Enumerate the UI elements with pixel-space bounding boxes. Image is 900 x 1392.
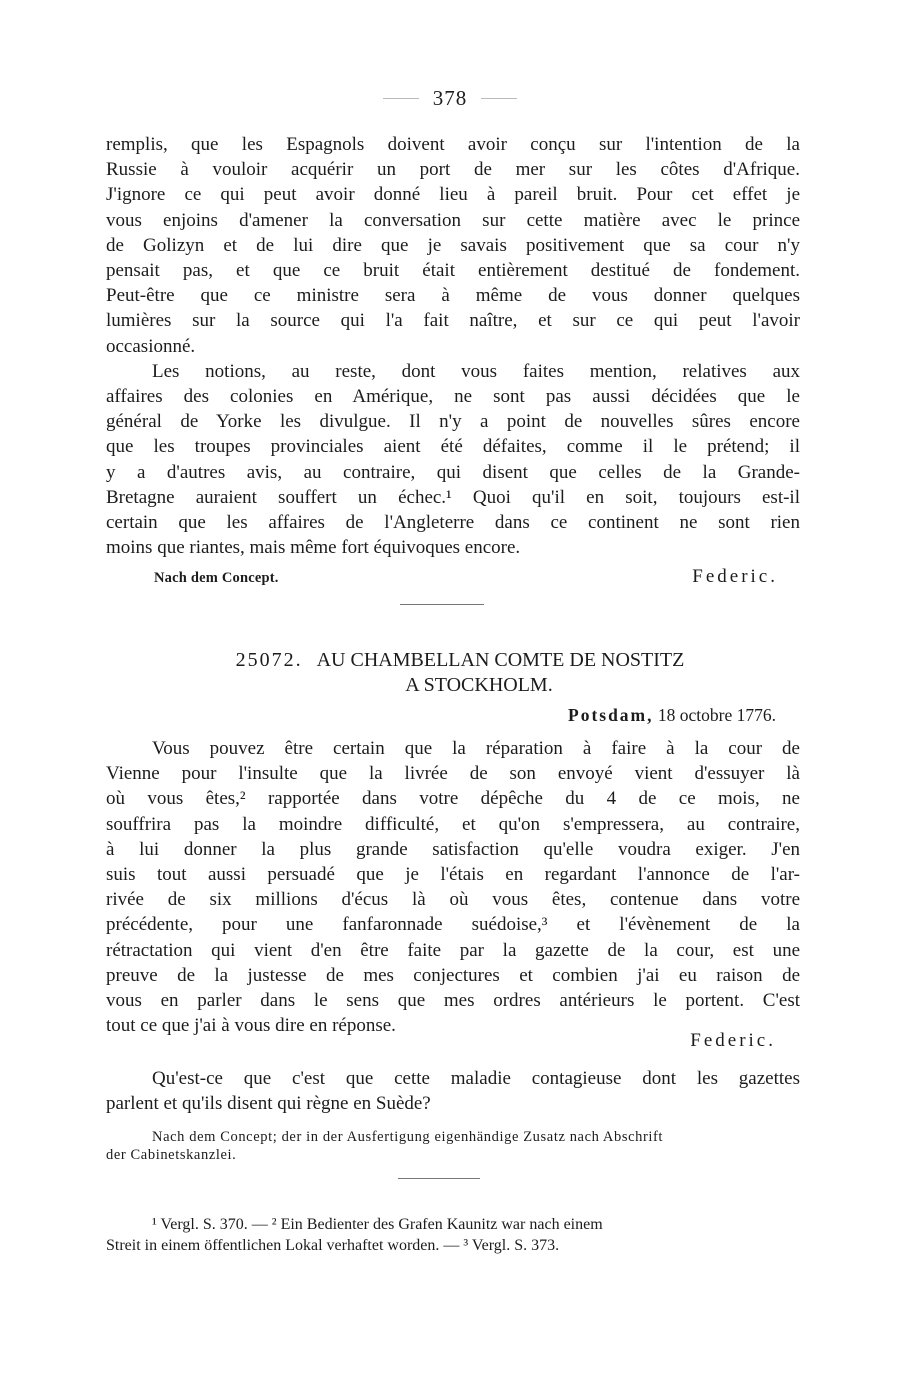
text-line: Les notions, au reste, dont vous faites mention, relatives aux — [152, 360, 800, 382]
letter-title-line2: A STOCKHOLM. — [405, 674, 553, 696]
text-line: rétractation qui vient d'en être faite par la gazette de la cour, est une — [106, 939, 800, 961]
dateline — [568, 705, 776, 726]
section-divider — [400, 604, 484, 605]
text-line: y a d'autres avis, au contraire, qui disent que celles de la Grande- — [106, 461, 800, 483]
text-line: vous en parler dans le sens que mes ordres antérieurs le portent. C'est — [106, 990, 800, 1012]
dateline-date: 18 octobre 1776. — [657, 705, 776, 725]
letter2-heading — [180, 648, 740, 698]
text-line: à lui donner la plus grande satisfaction qu'elle voudra exiger. J'en — [106, 838, 800, 860]
signature: Federic. — [692, 566, 778, 587]
text-line: où vous êtes,² rapportée dans votre dépêche du 4 de ce mois, ne — [106, 788, 800, 810]
source-note-line: der Cabinetskanzlei. — [106, 1147, 237, 1163]
text-line: suis tout aussi persuadé que je l'étais en regardant l'annonce de l'ar- — [106, 864, 800, 886]
footnotes — [106, 1214, 800, 1256]
letter2-body — [106, 736, 800, 1038]
letter2-source-note — [106, 1128, 800, 1164]
text-line: de Golizyn et de lui dire que je savais positivement que sa cour n'y — [106, 234, 800, 256]
text-line: lumières sur la source qui l'a fait naître, et sur ce qui peut l'avoir — [106, 310, 800, 332]
text-line: preuve de la justesse de mes conjectures et combien j'ai eu raison de — [106, 964, 800, 986]
header-rule-left — [383, 98, 419, 99]
source-note-line: Nach dem Concept; der in der Ausfertigung eigenhändige Zusatz nach Abschrift — [152, 1129, 664, 1145]
text-line: Russie à vouloir acquérir un port de mer sur les côtes d'Afrique. — [106, 159, 800, 181]
letter1-body — [106, 132, 800, 560]
footnote-line: ¹ Vergl. S. 370. — ² Ein Bedienter des Grafen Kaunitz war nach einem — [152, 1216, 603, 1233]
text-line: remplis, que les Espagnols doivent avoir conçu sur l'intention de la — [106, 134, 800, 155]
page-header — [0, 86, 900, 111]
dateline-place: Potsdam, — [568, 705, 654, 725]
footnote-divider — [398, 1178, 480, 1179]
letter-title-line1 — [180, 648, 740, 673]
text-line: Qu'est-ce que c'est que cette maladie contagieuse dont les gazettes — [152, 1068, 800, 1089]
text-line: occasionné. — [106, 335, 196, 357]
text-line: Vous pouvez être certain que la réparation à faire à la cour de — [152, 738, 800, 759]
text-line: Vienne pour l'insulte que la livrée de son envoyé vient d'essuyer là — [106, 763, 800, 785]
text-line: pensait pas, et que ce bruit était entièrement destitué de fondement. — [106, 260, 800, 282]
header-rule-right — [481, 98, 517, 99]
text-line: Bretagne auraient souffert un échec.¹ Quoi qu'il en soit, toujours est-il — [106, 486, 800, 508]
text-line: tout ce que j'ai à vous dire en réponse. — [106, 1015, 396, 1037]
text-line: que les troupes provinciales aient été défaites, comme il le prétend; il — [106, 436, 800, 458]
source-note: Nach dem Concept. — [154, 570, 279, 586]
page-number: 378 — [432, 86, 468, 110]
text-line: précédente, pour une fanfaronnade suédoise,³ et l'évènement de la — [106, 914, 800, 936]
letter-number: 25072. — [235, 649, 303, 671]
text-line: affaires des colonies en Amérique, ne sont pas aussi décidées que le — [106, 386, 800, 408]
signature: Federic. — [690, 1030, 776, 1051]
postscript — [106, 1066, 800, 1116]
text-line: certain que les affaires de l'Angleterre dans ce continent ne sont rien — [106, 512, 800, 534]
text-line: parlent et qu'ils disent qui règne en Suède? — [106, 1093, 431, 1115]
text-line: rivée de six millions d'écus là où vous êtes, contenue dans votre — [106, 889, 800, 911]
text-line: J'ignore ce qui peut avoir donné lieu à pareil bruit. Pour cet effet je — [106, 184, 800, 206]
footnote-line: Streit in einem öffentlichen Lokal verhaftet worden. — ³ Vergl. S. 373. — [106, 1237, 560, 1254]
letter-recipient: AU CHAMBELLAN COMTE DE NOSTITZ — [316, 649, 685, 671]
text-line: général de Yorke les divulgue. Il n'y a point de nouvelles sûres encore — [106, 411, 800, 433]
text-line: souffrira pas la moindre difficulté, et qu'on s'empressera, au contraire, — [106, 813, 800, 835]
text-line: Peut-être que ce ministre sera à même de vous donner quelques — [106, 285, 800, 307]
text-line: moins que riantes, mais même fort équivoques encore. — [106, 537, 521, 559]
letter1-closing — [106, 566, 778, 588]
text-line: vous enjoins d'amener la conversation sur cette matière avec le prince — [106, 209, 800, 231]
